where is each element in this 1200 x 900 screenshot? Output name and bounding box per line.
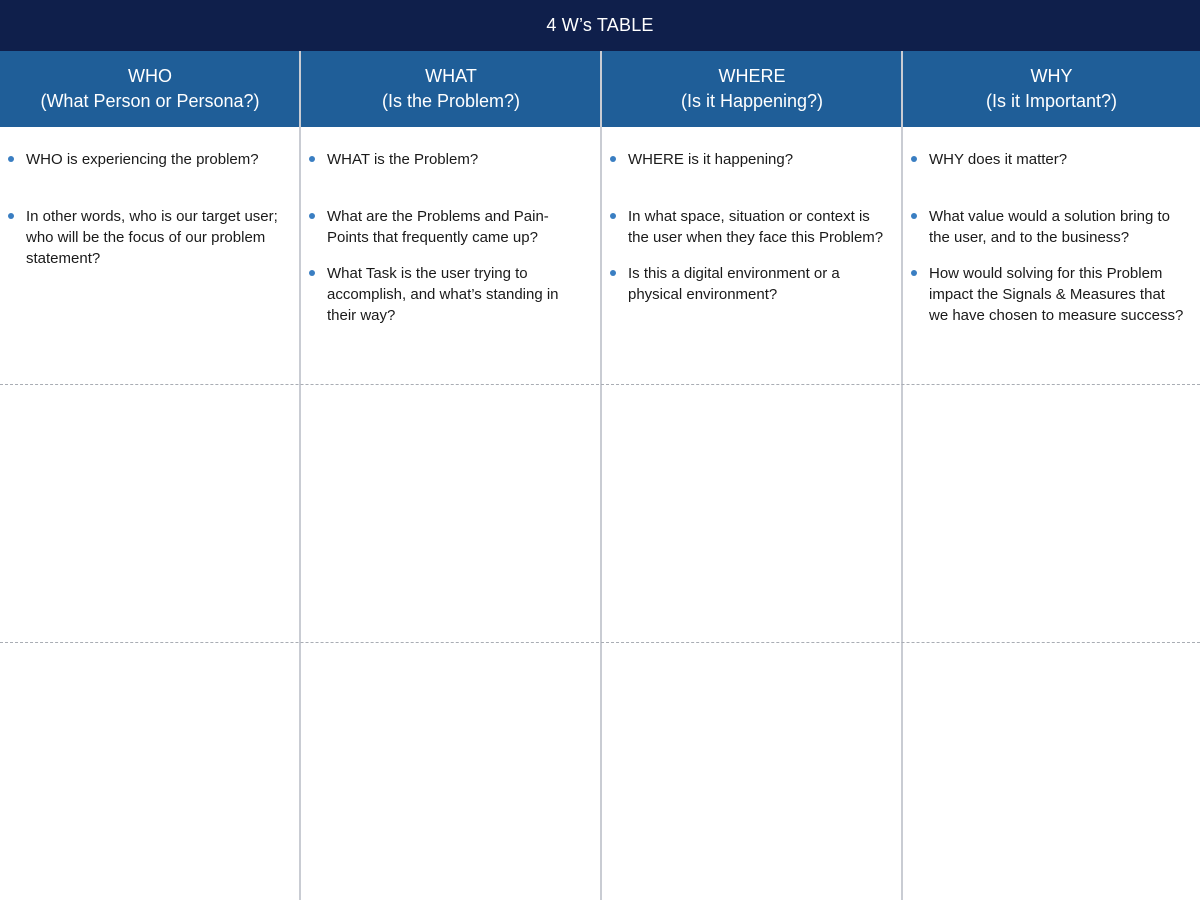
prompt-cell-why [903,127,1200,326]
column-where [602,51,902,900]
bullet-icon [610,270,616,276]
column-divider [600,51,602,900]
prompt-list [610,149,890,305]
column-heading: WHAT [425,66,477,86]
column-header-where [602,51,902,127]
prompt-item [911,263,1188,326]
bullet-icon [911,156,917,162]
prompt-cell-what [301,127,601,326]
prompt-list [8,149,288,269]
prompt-cell-where [602,127,902,305]
prompt-item [309,263,589,326]
prompt-item [309,206,589,248]
prompt-item [610,263,890,305]
bullet-icon [610,213,616,219]
bullet-icon [911,270,917,276]
prompt-text: WHY does it matter? [929,151,1068,168]
bullet-icon [8,156,14,162]
column-who [0,51,300,900]
column-subheading: (Is the Problem?) [381,91,521,111]
prompt-item [911,149,1188,170]
column-subheading: (Is it Happening?) [680,91,824,111]
row-divider [0,384,1200,385]
row-divider [0,642,1200,643]
column-heading: WHERE [718,66,786,86]
bullet-icon [309,270,315,276]
bullet-icon [309,213,315,219]
column-header-why [903,51,1200,127]
prompt-text: How would solving for this Problem impact the Signals & Measures that we have chosen to measure success? [929,265,1184,324]
column-subheading: (What Person or Persona?) [40,91,260,111]
prompt-cell-who [0,127,300,269]
column-heading: WHO [128,66,172,86]
prompt-list [309,149,589,326]
table-title: 4 W’s TABLE [0,0,1200,51]
prompt-item [8,206,288,269]
prompt-text: What Task is the user trying to accomplish, and what’s standing in their way? [327,265,559,324]
prompt-text: Is this a digital environment or a physical environment? [628,265,840,303]
prompt-item [610,206,890,248]
column-header-who [0,51,300,127]
prompt-item [8,149,288,170]
four-ws-table [0,51,1200,900]
prompt-text: In what space, situation or context is the user when they face this Problem? [628,208,884,246]
bullet-icon [911,213,917,219]
prompt-text: WHERE is it happening? [628,151,794,168]
column-what [301,51,601,900]
bullet-icon [8,213,14,219]
column-why [903,51,1200,900]
column-header-what [301,51,601,127]
prompt-item [309,149,589,170]
prompt-text: WHAT is the Problem? [327,151,479,168]
column-divider [299,51,301,900]
prompt-text: What value would a solution bring to the user, and to the business? [929,208,1170,246]
prompt-list [911,149,1188,326]
prompt-text: In other words, who is our target user; who will be the focus of our problem statement? [26,208,278,267]
prompt-item [610,149,890,170]
prompt-text: What are the Problems and Pain-Points that frequently came up? [327,208,549,246]
column-heading: WHY [1030,66,1073,86]
column-divider [901,51,903,900]
prompt-text: WHO is experiencing the problem? [26,151,259,168]
bullet-icon [610,156,616,162]
prompt-item [911,206,1188,248]
bullet-icon [309,156,315,162]
column-subheading: (Is it Important?) [985,91,1118,111]
